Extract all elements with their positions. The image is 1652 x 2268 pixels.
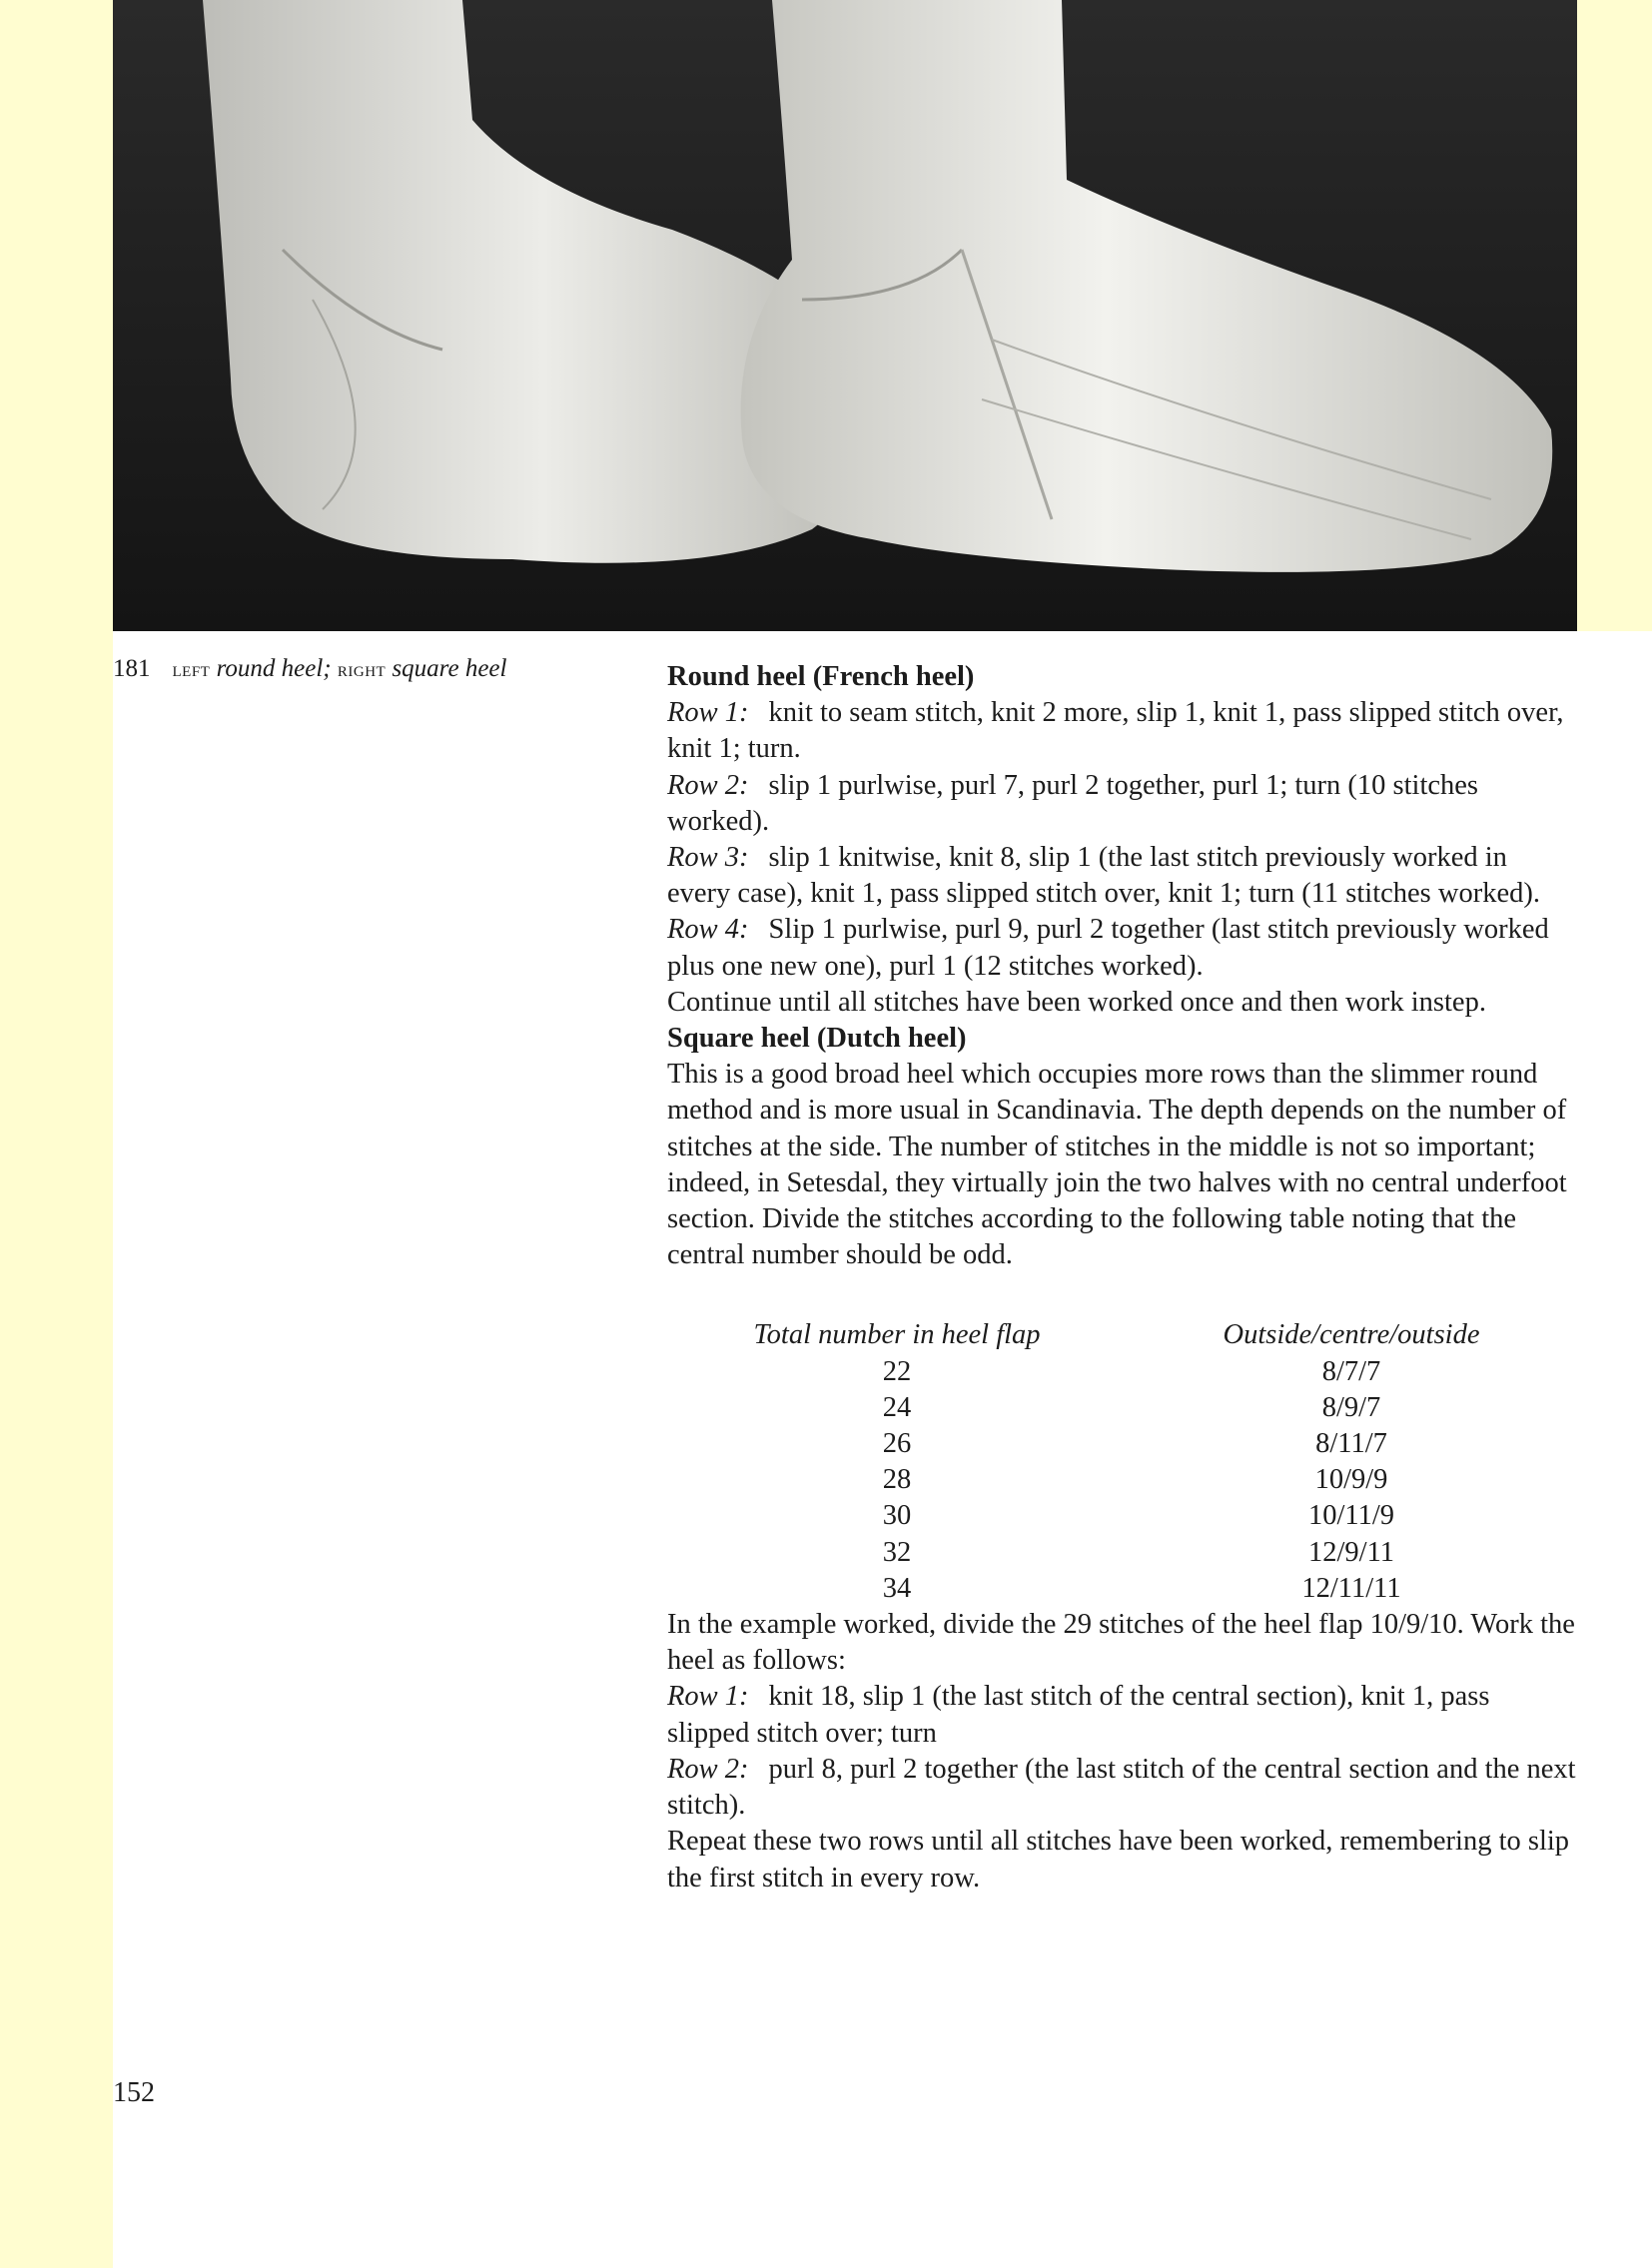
- round-heel-row: [667, 768, 1576, 840]
- row-text: knit 18, slip 1 (the last stitch of the central section), knit 1, pass slipped stitch over; turn: [667, 1681, 1490, 1749]
- table-cell: 12/9/11: [1307, 1536, 1395, 1568]
- example-closing: Repeat these two rows until all stitches have been worked, remembering to slip the first stitch in every row.: [667, 1826, 1570, 1893]
- table-row: [667, 1571, 1576, 1607]
- table-row: [667, 1498, 1576, 1534]
- page-margin-left: [0, 631, 113, 2268]
- row-text: purl 8, purl 2 together (the last stitch of the central section and the next stitch).: [667, 1753, 1576, 1822]
- table-cell: 12/11/11: [1301, 1572, 1401, 1604]
- sock-heels-photo: [113, 0, 1577, 631]
- heel-division-table: [667, 1317, 1576, 1607]
- table-cell: 24: [882, 1391, 912, 1423]
- table-cell: 8/9/7: [1321, 1391, 1381, 1423]
- table-header: Outside/centre/outside: [1223, 1319, 1480, 1351]
- table-cell: 34: [882, 1572, 912, 1604]
- caption-left-label: left: [172, 657, 211, 681]
- caption-right-label: right: [337, 657, 387, 681]
- round-heel-continue: Continue until all stitches have been worked once and then work instep.: [667, 986, 1486, 1018]
- table-cell: 10/11/9: [1307, 1500, 1395, 1532]
- table-row: [667, 1462, 1576, 1498]
- row-text: Slip 1 purlwise, purl 9, purl 2 together (last stitch previously worked plus one new one), purl 1 (12 stitches worked).: [667, 914, 1549, 982]
- round-heel-row: [667, 840, 1576, 912]
- table-header-row: [667, 1317, 1576, 1353]
- main-text-column: [667, 659, 1576, 1896]
- square-heel-paragraph: This is a good broad heel which occupies more rows than the slimmer round method and is more usual in Scandinavia. The depth depends on the number of stitches at the side. The number of stitches in the middle is not so important; indeed, in Setesdal, they virtually join the two halves with no central underfoot section. Divide the stitches according to the following table noting that the central number should be odd.: [667, 1059, 1567, 1271]
- table-row: [667, 1354, 1576, 1390]
- table-cell: 10/9/9: [1314, 1464, 1388, 1496]
- row-text: knit to seam stitch, knit 2 more, slip 1, knit 1, pass slipped stitch over, knit 1; turn.: [667, 697, 1564, 765]
- example-row: [667, 1679, 1576, 1751]
- round-heel-row: [667, 695, 1576, 767]
- round-heel-row: [667, 912, 1576, 984]
- table-cell: 8/7/7: [1321, 1355, 1381, 1387]
- row-label: Row 2:: [667, 1753, 749, 1785]
- row-label: Row 1:: [667, 697, 749, 729]
- row-label: Row 1:: [667, 1681, 749, 1713]
- figure-caption: [113, 655, 652, 683]
- row-text: slip 1 purlwise, purl 7, purl 2 together, purl 1; turn (10 stitches worked).: [667, 769, 1479, 837]
- row-text: slip 1 knitwise, knit 8, slip 1 (the last stitch previously worked in every case), knit 1, pass slipped stitch over, knit 1; turn (11 stitches worked).: [667, 842, 1540, 910]
- table-cell: 28: [882, 1464, 912, 1496]
- table-header: Total number in heel flap: [753, 1319, 1041, 1351]
- sock-heels-illustration: [113, 0, 1577, 631]
- example-row: [667, 1752, 1576, 1824]
- example-intro: In the example worked, divide the 29 stitches of the heel flap 10/9/10. Work the heel as follows:: [667, 1609, 1575, 1677]
- table-row: [667, 1535, 1576, 1571]
- square-heel-heading: Square heel (Dutch heel): [667, 1023, 967, 1055]
- round-heel-heading: Round heel (French heel): [667, 661, 975, 692]
- table-row: [667, 1426, 1576, 1462]
- page-number: 152: [113, 2077, 155, 2108]
- row-label: Row 3:: [667, 842, 749, 874]
- table-row: [667, 1390, 1576, 1426]
- table-cell: 8/11/7: [1315, 1428, 1387, 1460]
- table-cell: 26: [882, 1428, 912, 1460]
- row-label: Row 4:: [667, 914, 749, 946]
- table-cell: 32: [882, 1536, 912, 1568]
- row-label: Row 2:: [667, 769, 749, 801]
- caption-right-text: square heel: [392, 655, 507, 682]
- figure-number: 181: [113, 655, 151, 682]
- table-cell: 30: [882, 1500, 912, 1532]
- table-cell: 22: [882, 1355, 912, 1387]
- caption-left-text: round heel;: [216, 655, 332, 682]
